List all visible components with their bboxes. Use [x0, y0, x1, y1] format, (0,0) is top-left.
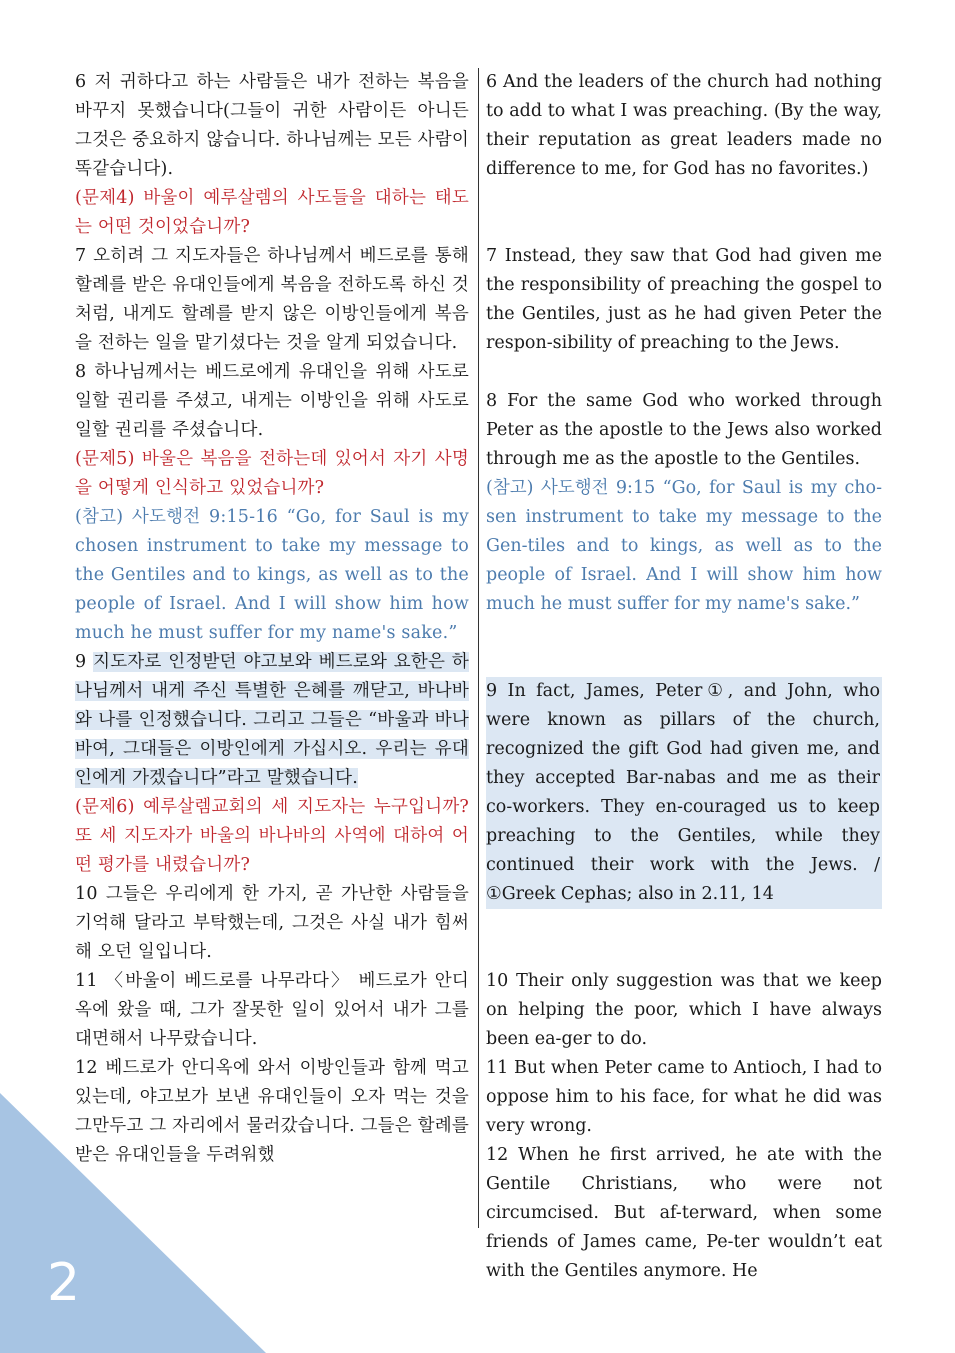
page-number: 2 [47, 1253, 81, 1313]
spacer [486, 358, 882, 387]
english-column [486, 68, 882, 1286]
verse-11-en: 11 But when Peter came to Antioch, I had to oppose him to his face, for what he did was very wrong. [486, 1058, 882, 1136]
verse-9-number: 9 [75, 652, 94, 672]
verse-9-en: 9 In fact, James, Peter①, and John, who were known as pillars of the church, recognized the gift God had given me, and they accepted Bar-nabas and me as their co-workers. They en-couraged us to keep preaching to the Gentiles, while they continued their work with the Jews. / ①Greek Cephas; also in 2.11, 14 [486, 677, 882, 909]
verse-6-ko: 6 저 귀하다고 하는 사람들은 내가 전하는 복음을 바꾸지 못했습니다(그들이 귀한 사람이든 아니든 그것은 중요하지 않습니다. 하나님께는 모든 사람이 똑같습니다). [75, 72, 469, 179]
verse-12-en: 12 When he first arrived, he ate with the Gentile Christians, who were not circumcised. But af-terward, when some friends of James came, Pe-ter wouldn’t eat with the Gentiles anymore. He [486, 1145, 882, 1281]
verse-9-highlighted-text: 지도자로 인정받던 야고보와 베드로와 요한은 하나님께서 내게 주신 특별한 은혜를 깨닫고, 바나바와 나를 인정했습니다. 그리고 그들은 “바울과 바나바여, 그대들은 이방인에게 가십시오. 우리는 유대인에게 가겠습니다”라고 말했습니다. [75, 652, 469, 788]
spacer [486, 184, 882, 242]
question-4: (문제4) 바울이 예루살렘의 사도들을 대하는 태도는 어떤 것이었습니까? [75, 188, 469, 237]
question-6: (문제6) 예루살렘교회의 세 지도자는 누구입니까? 또 세 지도자가 바울의 바나바의 사역에 대하여 어떤 평가를 내렸습니까? [75, 797, 469, 875]
korean-column [75, 68, 469, 1170]
reference-acts-ko: (참고) 사도행전 9:15-16 “Go, for Saul is my chosen instrument to take my message to the Gentiles and to kings, as well as to the people of Israel. And I will show him how much he must suffer for my name's sake.” [75, 507, 469, 643]
spacer [486, 619, 882, 677]
verse-11-ko: 11 〈바울이 베드로를 나무라다〉 베드로가 안디옥에 왔을 때, 그가 잘못한 일이 있어서 내가 그를 대면해서 나무랐습니다. [75, 971, 469, 1049]
verse-7-en: 7 Instead, they saw that God had given me the responsibility of preaching the gospel to the Gentiles, just as he had given Peter the respon-sibility of preaching to the Jews. [486, 246, 882, 353]
question-5: (문제5) 바울은 복음을 전하는데 있어서 자기 사명을 어떻게 인식하고 있었습니까? [75, 449, 469, 498]
verse-10-en: 10 Their only suggestion was that we keep on helping the poor, which I have always been ea-ger to do. [486, 971, 882, 1049]
verse-6-en: 6 And the leaders of the church had nothing to add to what I was preaching. (By the way, their reputation as great leaders made no difference to me, for God has no favorites.) [486, 72, 882, 179]
verse-12-ko: 12 베드로가 안디옥에 와서 이방인들과 함께 먹고 있는데, 야고보가 보낸 유대인들이 오자 먹는 것을 그만두고 그 자리에서 물러갔습니다. 그들은 할례를 받은 유대인들을 두려워했 [75, 1058, 469, 1165]
verse-9-ko [75, 648, 469, 793]
verse-8-ko: 8 하나님께서는 베드로에게 유대인을 위해 사도로 일할 권리를 주셨고, 내게는 이방인을 위해 사도로 일할 권리를 주셨습니다. [75, 362, 469, 440]
column-divider [478, 68, 479, 1228]
verse-7-ko: 7 오히려 그 지도자들은 하나님께서 베드로를 통해 할례를 받은 유대인들에게 복음을 전하도록 하신 것처럼, 내게도 할례를 받지 않은 이방인들에게 복음을 전하는 일을 맡기셨다는 것을 알게 되었습니다. [75, 246, 469, 353]
verse-10-ko: 10 그들은 우리에게 한 가지, 곧 가난한 사람들을 기억해 달라고 부탁했는데, 그것은 사실 내가 힘써 해 오던 일입니다. [75, 884, 469, 962]
verse-8-en: 8 For the same God who worked through Peter as the apostle to the Jews also worked through me as the apostle to the Gentiles. [486, 391, 882, 469]
spacer [486, 909, 882, 967]
reference-acts-en: (참고) 사도행전 9:15 “Go, for Saul is my cho-sen instrument to take my message to the Gen-tiles and to kings, as well as to the people of Israel. And I will show him how much he must suffer for my name's sake.” [486, 478, 882, 614]
